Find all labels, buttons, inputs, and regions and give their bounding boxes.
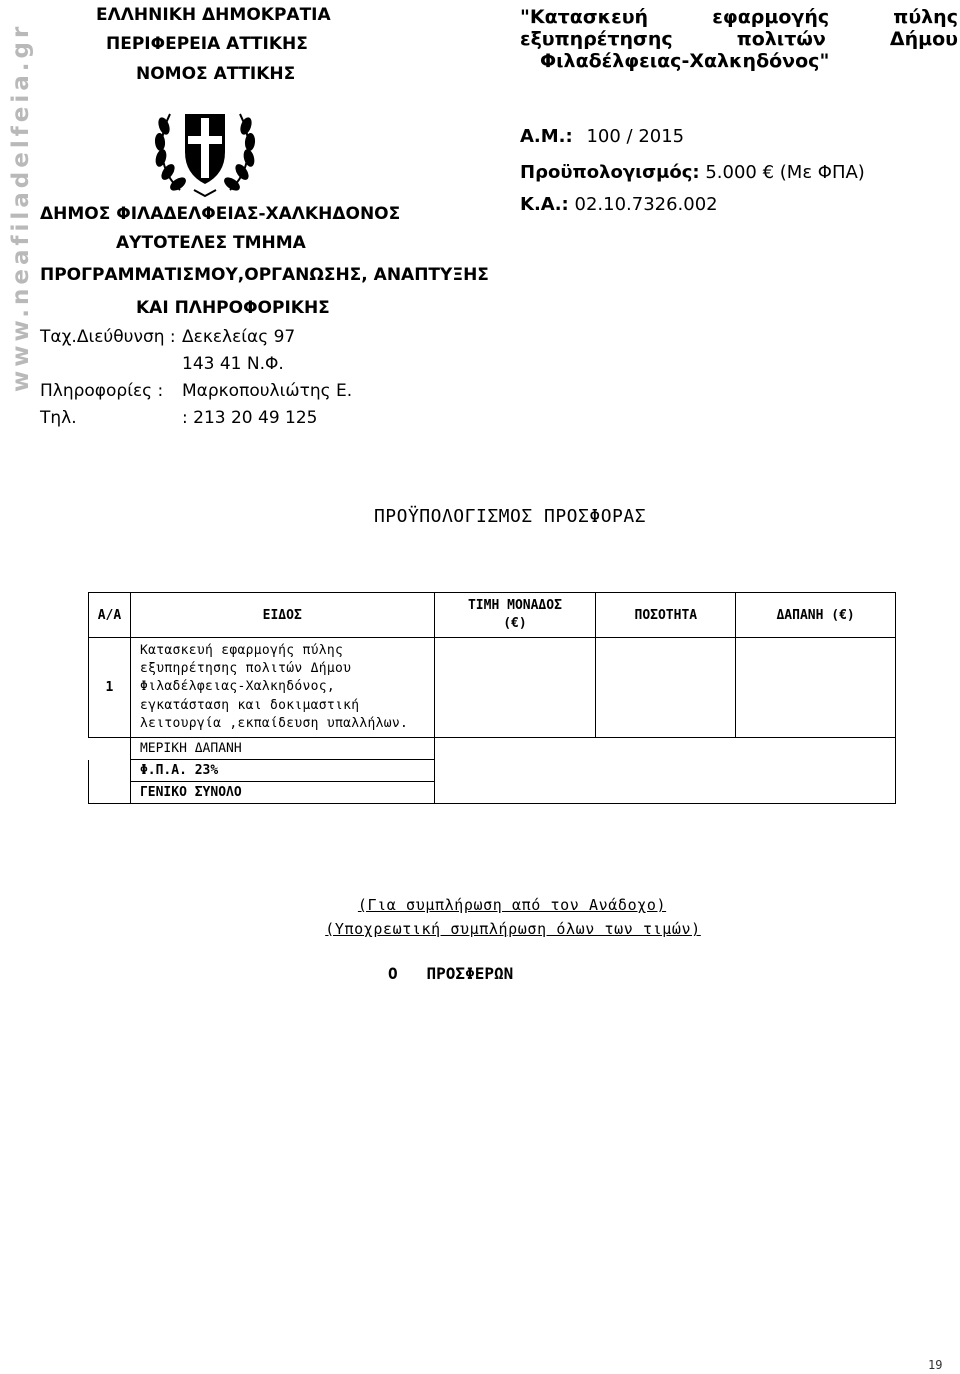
row-number: 1 bbox=[89, 638, 131, 738]
vat-row bbox=[89, 760, 896, 782]
header-line2: ΠΕΡΙΦΕΡΕΙΑ ΑΤΤΙΚΗΣ bbox=[106, 34, 308, 54]
department-line3: ΚΑΙ ΠΛΗΡΟΦΟΡΙΚΗΣ bbox=[136, 298, 330, 318]
header-line3: ΝΟΜΟΣ ΑΤΤΙΚΗΣ bbox=[136, 64, 296, 84]
postal-code: 143 41 Ν.Φ. bbox=[182, 354, 284, 374]
department-line2: ΠΡΟΓΡΑΜΜΑΤΙΣΜΟΥ,ΟΡΓΑΝΩΣΗΣ, ΑΝΑΠΤΥΞΗΣ bbox=[40, 265, 489, 285]
total-label: ΓΕΝΙΚΟ ΣΥΝΟΛΟ bbox=[130, 782, 434, 804]
greek-emblem-icon bbox=[150, 92, 260, 202]
project-title-word: εξυπηρέτησης bbox=[520, 28, 673, 50]
document-title: ΠΡΟΫΠΟΛΟΓΙΣΜΟΣ ΠΡΟΣΦΟΡΑΣ bbox=[373, 506, 647, 527]
ka-row bbox=[520, 194, 718, 215]
project-title-word: "Κατασκευή bbox=[520, 6, 649, 28]
ka-value: 02.10.7326.002 bbox=[574, 194, 718, 215]
project-title-word: πολιτών bbox=[736, 28, 826, 50]
header-aa: Α/Α bbox=[89, 593, 131, 638]
phone-value: : 213 20 49 125 bbox=[182, 408, 318, 428]
am-label: Α.Μ.: bbox=[520, 126, 573, 147]
project-title-word: πύλης bbox=[893, 6, 958, 28]
project-title-word: εφαρμογής bbox=[712, 6, 830, 28]
address-value: Δεκελείας 97 bbox=[182, 327, 296, 347]
budget-value: 5.000 € (Με ΦΠΑ) bbox=[705, 162, 865, 183]
am-value: 100 / 2015 bbox=[586, 126, 685, 147]
table-header-row bbox=[89, 593, 896, 638]
header-unit-price: ΤΙΜΗ ΜΟΝΑΔΟΣ (€) bbox=[434, 593, 596, 638]
ka-label: Κ.Α.: bbox=[520, 194, 569, 215]
subtotal-label: ΜΕΡΙΚΗ ΔΑΠΑΝΗ bbox=[130, 738, 434, 760]
info-label: Πληροφορίες : bbox=[40, 381, 164, 401]
municipality-name: ΔΗΜΟΣ ΦΙΛΑΔΕΛΦΕΙΑΣ-ΧΑΛΚΗΔΟΝΟΣ bbox=[40, 204, 401, 224]
page-number: 19 bbox=[928, 1358, 943, 1372]
bidder-label: Ο ΠΡΟΣΦΕΡΩΝ bbox=[388, 964, 514, 983]
header-line1: ΕΛΛΗΝΙΚΗ ΔΗΜΟΚΡΑΤΙΑ bbox=[96, 5, 331, 25]
site-watermark: www.neafiladelfeia.gr bbox=[8, 22, 34, 392]
row-description: Κατασκευή εφαρμογής πύλης εξυπηρέτησης πολιτών Δήμου Φιλαδέλφειας-Χαλκηδόνος, εγκατάσταση και δοκιμαστική λειτουργία ,εκπαίδευση υπαλλήλων. bbox=[130, 638, 434, 738]
header-cost: ΔΑΠΑΝΗ (€) bbox=[736, 593, 896, 638]
address-label: Ταχ.Διεύθυνση : bbox=[40, 327, 176, 347]
department-line1: ΑΥΤΟΤΕΛΕΣ ΤΜΗΜΑ bbox=[116, 233, 306, 253]
subtotal-row bbox=[89, 738, 896, 760]
row-quantity-cell[interactable] bbox=[596, 638, 736, 738]
note-fill-by: (Για συμπλήρωση από τον Ανάδοχο) bbox=[357, 896, 667, 914]
phone-label: Τηλ. bbox=[40, 408, 77, 428]
am-row bbox=[520, 126, 684, 147]
project-title-line3: Φιλαδέλφειας-Χαλκηδόνος" bbox=[540, 50, 830, 72]
vat-label: Φ.Π.Α. 23% bbox=[130, 760, 434, 782]
budget-row bbox=[520, 162, 865, 183]
header-item: ΕΙΔΟΣ bbox=[130, 593, 434, 638]
project-title-word: Δήμου bbox=[889, 28, 958, 50]
total-row bbox=[89, 782, 896, 804]
row-unit-price-cell[interactable] bbox=[434, 638, 596, 738]
project-title bbox=[520, 6, 958, 72]
header-quantity: ΠΟΣΟΤΗΤΑ bbox=[596, 593, 736, 638]
row-cost-cell[interactable] bbox=[736, 638, 896, 738]
budget-table bbox=[88, 592, 896, 804]
budget-label: Προϋπολογισμός: bbox=[520, 162, 700, 183]
note-mandatory: (Υποχρεωτική συμπλήρωση όλων των τιμών) bbox=[325, 920, 701, 938]
table-row bbox=[89, 638, 896, 738]
info-value: Μαρκοπουλιώτης Ε. bbox=[182, 381, 353, 401]
